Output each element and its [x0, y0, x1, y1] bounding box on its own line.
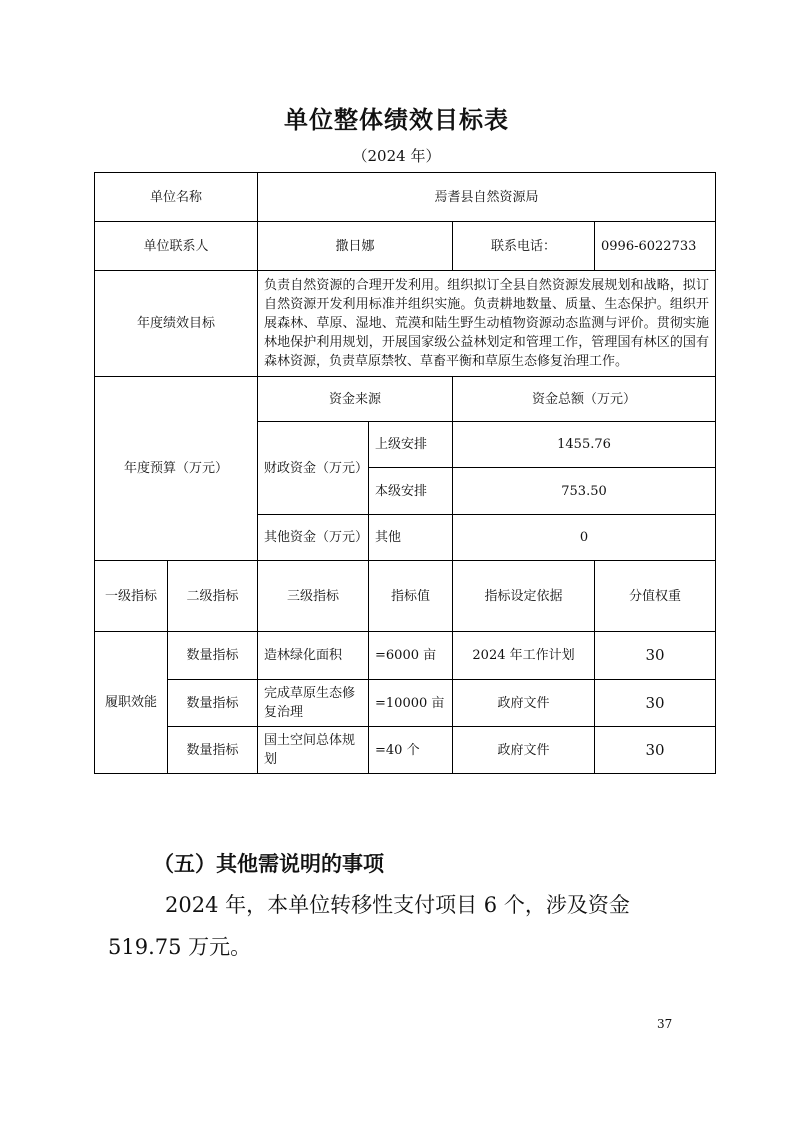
basis-header: 指标设定依据 — [453, 561, 595, 632]
weight-header: 分值权重 — [595, 561, 716, 632]
fund-total-header: 资金总额（万元） — [453, 377, 716, 422]
indicator-category: 履职效能 — [95, 632, 168, 774]
indicator-level2: 数量指标 — [168, 632, 258, 680]
table-row — [95, 561, 716, 632]
indicator-value: =10000 亩 — [369, 680, 453, 727]
fund-source-header: 资金来源 — [258, 377, 453, 422]
indicator-value: =40 个 — [369, 727, 453, 774]
indicator-basis: 2024 年工作计划 — [453, 632, 595, 680]
table-row — [95, 222, 716, 271]
page-number: 37 — [657, 1017, 673, 1031]
other-fund-label: 其他资金（万元） — [258, 515, 369, 561]
level2-header: 二级指标 — [168, 561, 258, 632]
indicator-level3: 造林绿化面积 — [258, 632, 369, 680]
section-heading: （五）其他需说明的事项 — [153, 852, 384, 876]
indicator-value: =6000 亩 — [369, 632, 453, 680]
table-row — [95, 680, 716, 727]
other-fund-sublabel: 其他 — [369, 515, 453, 561]
local-allocation-value: 753.50 — [453, 468, 716, 515]
unit-name-value: 焉耆县自然资源局 — [258, 173, 716, 222]
table-year: （2024 年） — [352, 147, 441, 165]
indicator-level3: 完成草原生态修复治理 — [258, 680, 369, 727]
indicator-level3: 国土空间总体规划 — [258, 727, 369, 774]
table-row — [95, 727, 716, 774]
table-row — [95, 632, 716, 680]
phone-label: 联系电话： — [453, 222, 595, 271]
annual-goal-text: 负责自然资源的合理开发利用。组织拟订全县自然资源发展规划和战略，拟订自然资源开发利用标准并组织实施。负责耕地数量、质量、生态保护。组织开展森林、草原、湿地、荒漠和陆生野生动植物资源动态监测与评价。贯彻实施林地保护利用规划，开展国家级公益林划定和管理工作，管理国有林区的国有森林资源，负责草原禁牧、草畜平衡和草原生态修复治理工作。 — [258, 271, 716, 377]
level3-header: 三级指标 — [258, 561, 369, 632]
unit-name-label: 单位名称 — [95, 173, 258, 222]
indicator-level2: 数量指标 — [168, 680, 258, 727]
indicator-weight: 30 — [595, 680, 716, 727]
indicator-value-header: 指标值 — [369, 561, 453, 632]
indicator-basis: 政府文件 — [453, 680, 595, 727]
section-paragraph: 2024 年，本单位转移性支付项目 6 个，涉及资金 519.75 万元。 — [108, 893, 630, 959]
performance-target-table — [94, 172, 716, 774]
indicator-weight: 30 — [595, 727, 716, 774]
indicator-level2: 数量指标 — [168, 727, 258, 774]
local-allocation-label: 本级安排 — [369, 468, 453, 515]
level1-header: 一级指标 — [95, 561, 168, 632]
other-fund-value: 0 — [453, 515, 716, 561]
upper-allocation-label: 上级安排 — [369, 422, 453, 468]
annual-goal-label: 年度绩效目标 — [95, 271, 258, 377]
fiscal-fund-label: 财政资金（万元） — [258, 422, 369, 515]
upper-allocation-value: 1455.76 — [453, 422, 716, 468]
indicator-basis: 政府文件 — [453, 727, 595, 774]
table-row — [95, 173, 716, 222]
page-title: 单位整体绩效目标表 — [284, 106, 509, 134]
annual-budget-label: 年度预算（万元） — [95, 377, 258, 561]
indicator-weight: 30 — [595, 632, 716, 680]
phone-value: 0996-6022733 — [595, 222, 716, 271]
table-row — [95, 377, 716, 422]
table-row — [95, 271, 716, 377]
contact-person-label: 单位联系人 — [95, 222, 258, 271]
contact-person-value: 撒日娜 — [258, 222, 453, 271]
